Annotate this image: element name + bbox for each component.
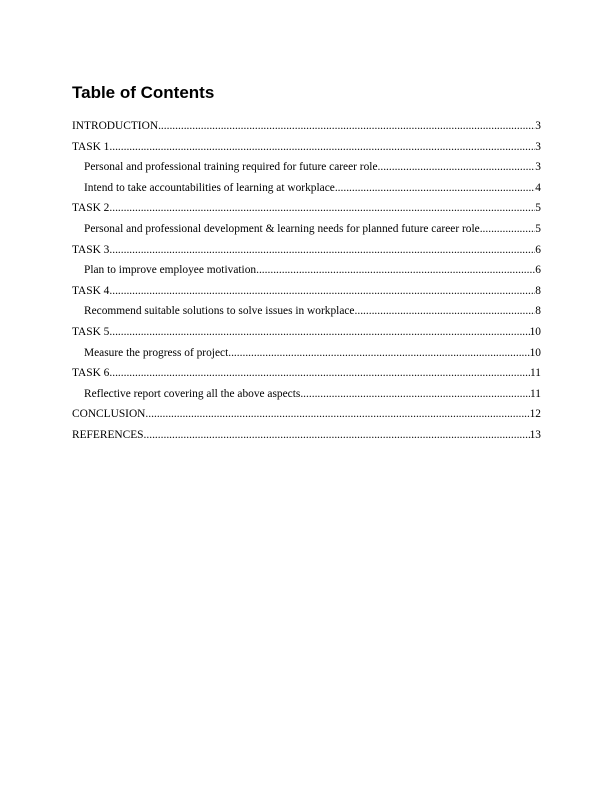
toc-dot-leader <box>109 240 535 261</box>
toc-entry[interactable] <box>72 322 541 343</box>
toc-subentry[interactable] <box>72 343 541 364</box>
toc-page-number: 12 <box>529 408 541 421</box>
toc-dot-leader <box>300 384 530 405</box>
toc-entry[interactable] <box>72 404 541 425</box>
toc-entry[interactable] <box>72 281 541 302</box>
toc-entry[interactable] <box>72 198 541 219</box>
toc-dot-leader <box>144 425 530 446</box>
toc-dot-leader <box>256 260 535 281</box>
toc-entry-label: TASK 5 <box>72 325 110 338</box>
toc-entry[interactable] <box>72 363 541 384</box>
toc-page-number: 3 <box>535 140 541 153</box>
toc-subentry[interactable] <box>72 178 541 199</box>
toc-page-number: 10 <box>529 325 541 338</box>
toc-dot-leader <box>378 157 536 178</box>
toc-entry-label: Intend to take accountabilities of learning at workplace <box>84 181 335 194</box>
toc-dot-leader <box>109 322 529 343</box>
toc-subentry[interactable] <box>72 384 541 405</box>
toc-entry-label: Personal and professional development & learning needs for planned future career role <box>84 222 480 235</box>
toc-page-number: 3 <box>535 120 541 132</box>
toc-entry-label: Measure the progress of project <box>84 346 229 359</box>
toc-list <box>72 116 541 446</box>
toc-entry-label: TASK 6 <box>72 367 110 380</box>
toc-page-number: 3 <box>535 161 541 174</box>
toc-page-number: 6 <box>535 264 541 277</box>
toc-dot-leader <box>355 301 536 322</box>
toc-entry[interactable] <box>72 116 541 137</box>
toc-subentry[interactable] <box>72 260 541 281</box>
toc-entry-label: CONCLUSION <box>72 408 146 421</box>
toc-dot-leader <box>109 137 535 158</box>
toc-dot-leader <box>158 116 535 137</box>
toc-page-number: 8 <box>535 305 541 318</box>
toc-page-number: 4 <box>535 181 541 194</box>
toc-page-number: 8 <box>535 284 541 297</box>
toc-entry-label: Plan to improve employee motivation <box>84 264 257 277</box>
toc-title: Table of Contents <box>72 83 215 102</box>
toc-entry[interactable] <box>72 240 541 261</box>
toc-entry-label: TASK 3 <box>72 243 110 256</box>
toc-dot-leader <box>145 404 529 425</box>
toc-dot-leader <box>335 178 535 199</box>
toc-dot-leader <box>109 281 535 302</box>
toc-dot-leader <box>228 343 529 364</box>
toc-dot-leader <box>109 363 530 384</box>
toc-page-number: 6 <box>535 243 541 256</box>
toc-entry-label: TASK 1 <box>72 140 110 153</box>
toc-page-number: 10 <box>529 346 541 359</box>
toc-page-number: 13 <box>529 428 541 441</box>
toc-page-number: 5 <box>535 222 541 235</box>
toc-entry-label: TASK 2 <box>72 202 110 215</box>
toc-entry-label: Reflective report covering all the above aspects <box>84 387 301 400</box>
toc-dot-leader <box>480 219 536 240</box>
toc-entry[interactable] <box>72 425 541 446</box>
toc-page-number: 5 <box>535 202 541 215</box>
toc-subentry[interactable] <box>72 219 541 240</box>
toc-page-number: 11 <box>530 367 541 380</box>
toc-dot-leader <box>109 198 535 219</box>
toc-entry-label: Recommend suitable solutions to solve issues in workplace <box>84 305 355 318</box>
toc-entry-label: INTRODUCTION <box>72 120 159 132</box>
toc-entry-label: TASK 4 <box>72 284 110 297</box>
toc-subentry[interactable] <box>72 157 541 178</box>
toc-entry-label: Personal and professional training required for future career role <box>84 161 378 174</box>
toc-entry[interactable] <box>72 137 541 158</box>
toc-entry-label: REFERENCES <box>72 428 144 441</box>
toc-page-number: 11 <box>530 387 541 400</box>
toc-subentry[interactable] <box>72 301 541 322</box>
